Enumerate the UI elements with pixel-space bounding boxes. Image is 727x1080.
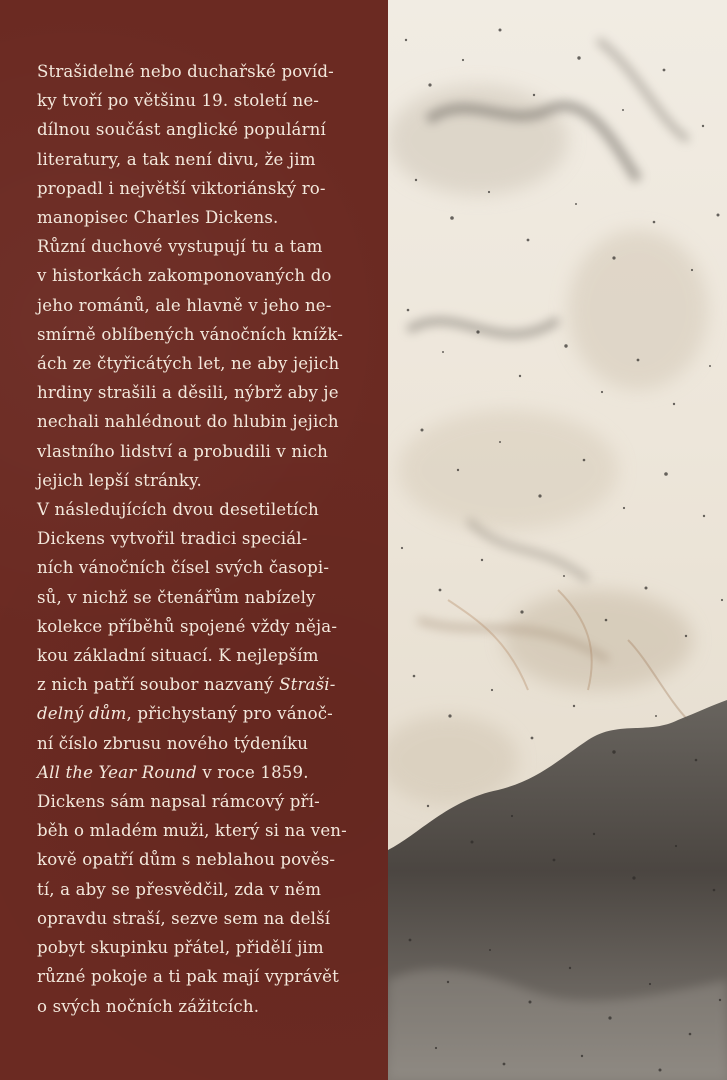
blurb-line: kově opatří dům s neblahou pověs- <box>37 850 336 870</box>
blurb-line: pobyt skupinku přátel, přidělí jim <box>37 938 324 958</box>
blurb-line: v roce 1859. <box>196 762 309 782</box>
cover-artwork <box>388 0 727 1080</box>
blurb-line: opravdu straší, sezve sem na delší <box>37 908 331 928</box>
magazine-title-italic: All the Year Round <box>37 762 197 782</box>
blurb-line: , přichystaný pro vánoč- <box>126 704 333 724</box>
blurb-line: dílnou součást anglické populární <box>37 120 326 140</box>
blurb-line: Dickens vytvořil tradici speciál- <box>37 529 308 549</box>
blurb-line: nechali nahlédnout do hlubin jejich <box>37 412 339 432</box>
blurb-line: manopisec Charles Dickens. <box>37 208 279 228</box>
blurb-line: ky tvoří po většinu 19. století ne- <box>37 91 320 111</box>
blurb-line: tí, a aby se přesvědčil, zda v něm <box>37 879 322 899</box>
blurb-line: z nich patří soubor nazvaný <box>37 675 280 695</box>
blurb-paragraph-3 <box>37 495 357 787</box>
blurb-line: Různí duchové vystupují tu a tam <box>37 237 323 257</box>
blurb-paragraph-4 <box>37 787 357 1021</box>
blurb-line: hrdiny strašili a děsili, nýbrž aby je <box>37 383 339 403</box>
blurb-line: ách ze čtyřicátých let, ne aby jejich <box>37 354 340 374</box>
blurb-line: propadl i největší viktoriánský ro- <box>37 178 326 198</box>
blurb-paragraph-1 <box>37 57 357 232</box>
blurb-line: o svých nočních zážitcích. <box>37 996 260 1016</box>
book-title-italic: delný dům <box>37 704 127 724</box>
blurb-line: V následujících dvou desetiletích <box>37 500 319 520</box>
blurb-line: jejich lepší stránky. <box>37 470 202 490</box>
blurb-line: ních vánočních čísel svých časopi- <box>37 558 330 578</box>
blurb-line: smírně oblíbených vánočních knížk- <box>37 324 344 344</box>
book-title-italic: Straši- <box>279 675 336 695</box>
blurb-line: jeho románů, ale hlavně v jeho ne- <box>37 295 332 315</box>
blurb-line: Dickens sám napsal rámcový pří- <box>37 792 320 812</box>
cover-blurb <box>37 57 357 1021</box>
blurb-line: kou základní situací. K nejlepším <box>37 646 319 666</box>
abstract-texture-art <box>388 0 727 1080</box>
blurb-line: sů, v nichž se čtenářům nabízely <box>37 587 316 607</box>
blurb-line: různé pokoje a ti pak mají vyprávět <box>37 967 339 987</box>
blurb-line: literatury, a tak není divu, že jim <box>37 149 316 169</box>
blurb-line: v historkách zakomponovaných do <box>37 266 332 286</box>
blurb-paragraph-2 <box>37 232 357 495</box>
blurb-line: kolekce příběhů spojené vždy něja- <box>37 616 338 636</box>
blurb-line: běh o mladém muži, který si na ven- <box>37 821 347 841</box>
stain-layer <box>388 85 708 805</box>
blurb-line: Strašidelné nebo duchařské povíd- <box>37 62 334 81</box>
blurb-line: vlastního lidství a probudili v nich <box>37 441 328 461</box>
blurb-line: ní číslo zbrusu nového týdeníku <box>37 733 309 753</box>
